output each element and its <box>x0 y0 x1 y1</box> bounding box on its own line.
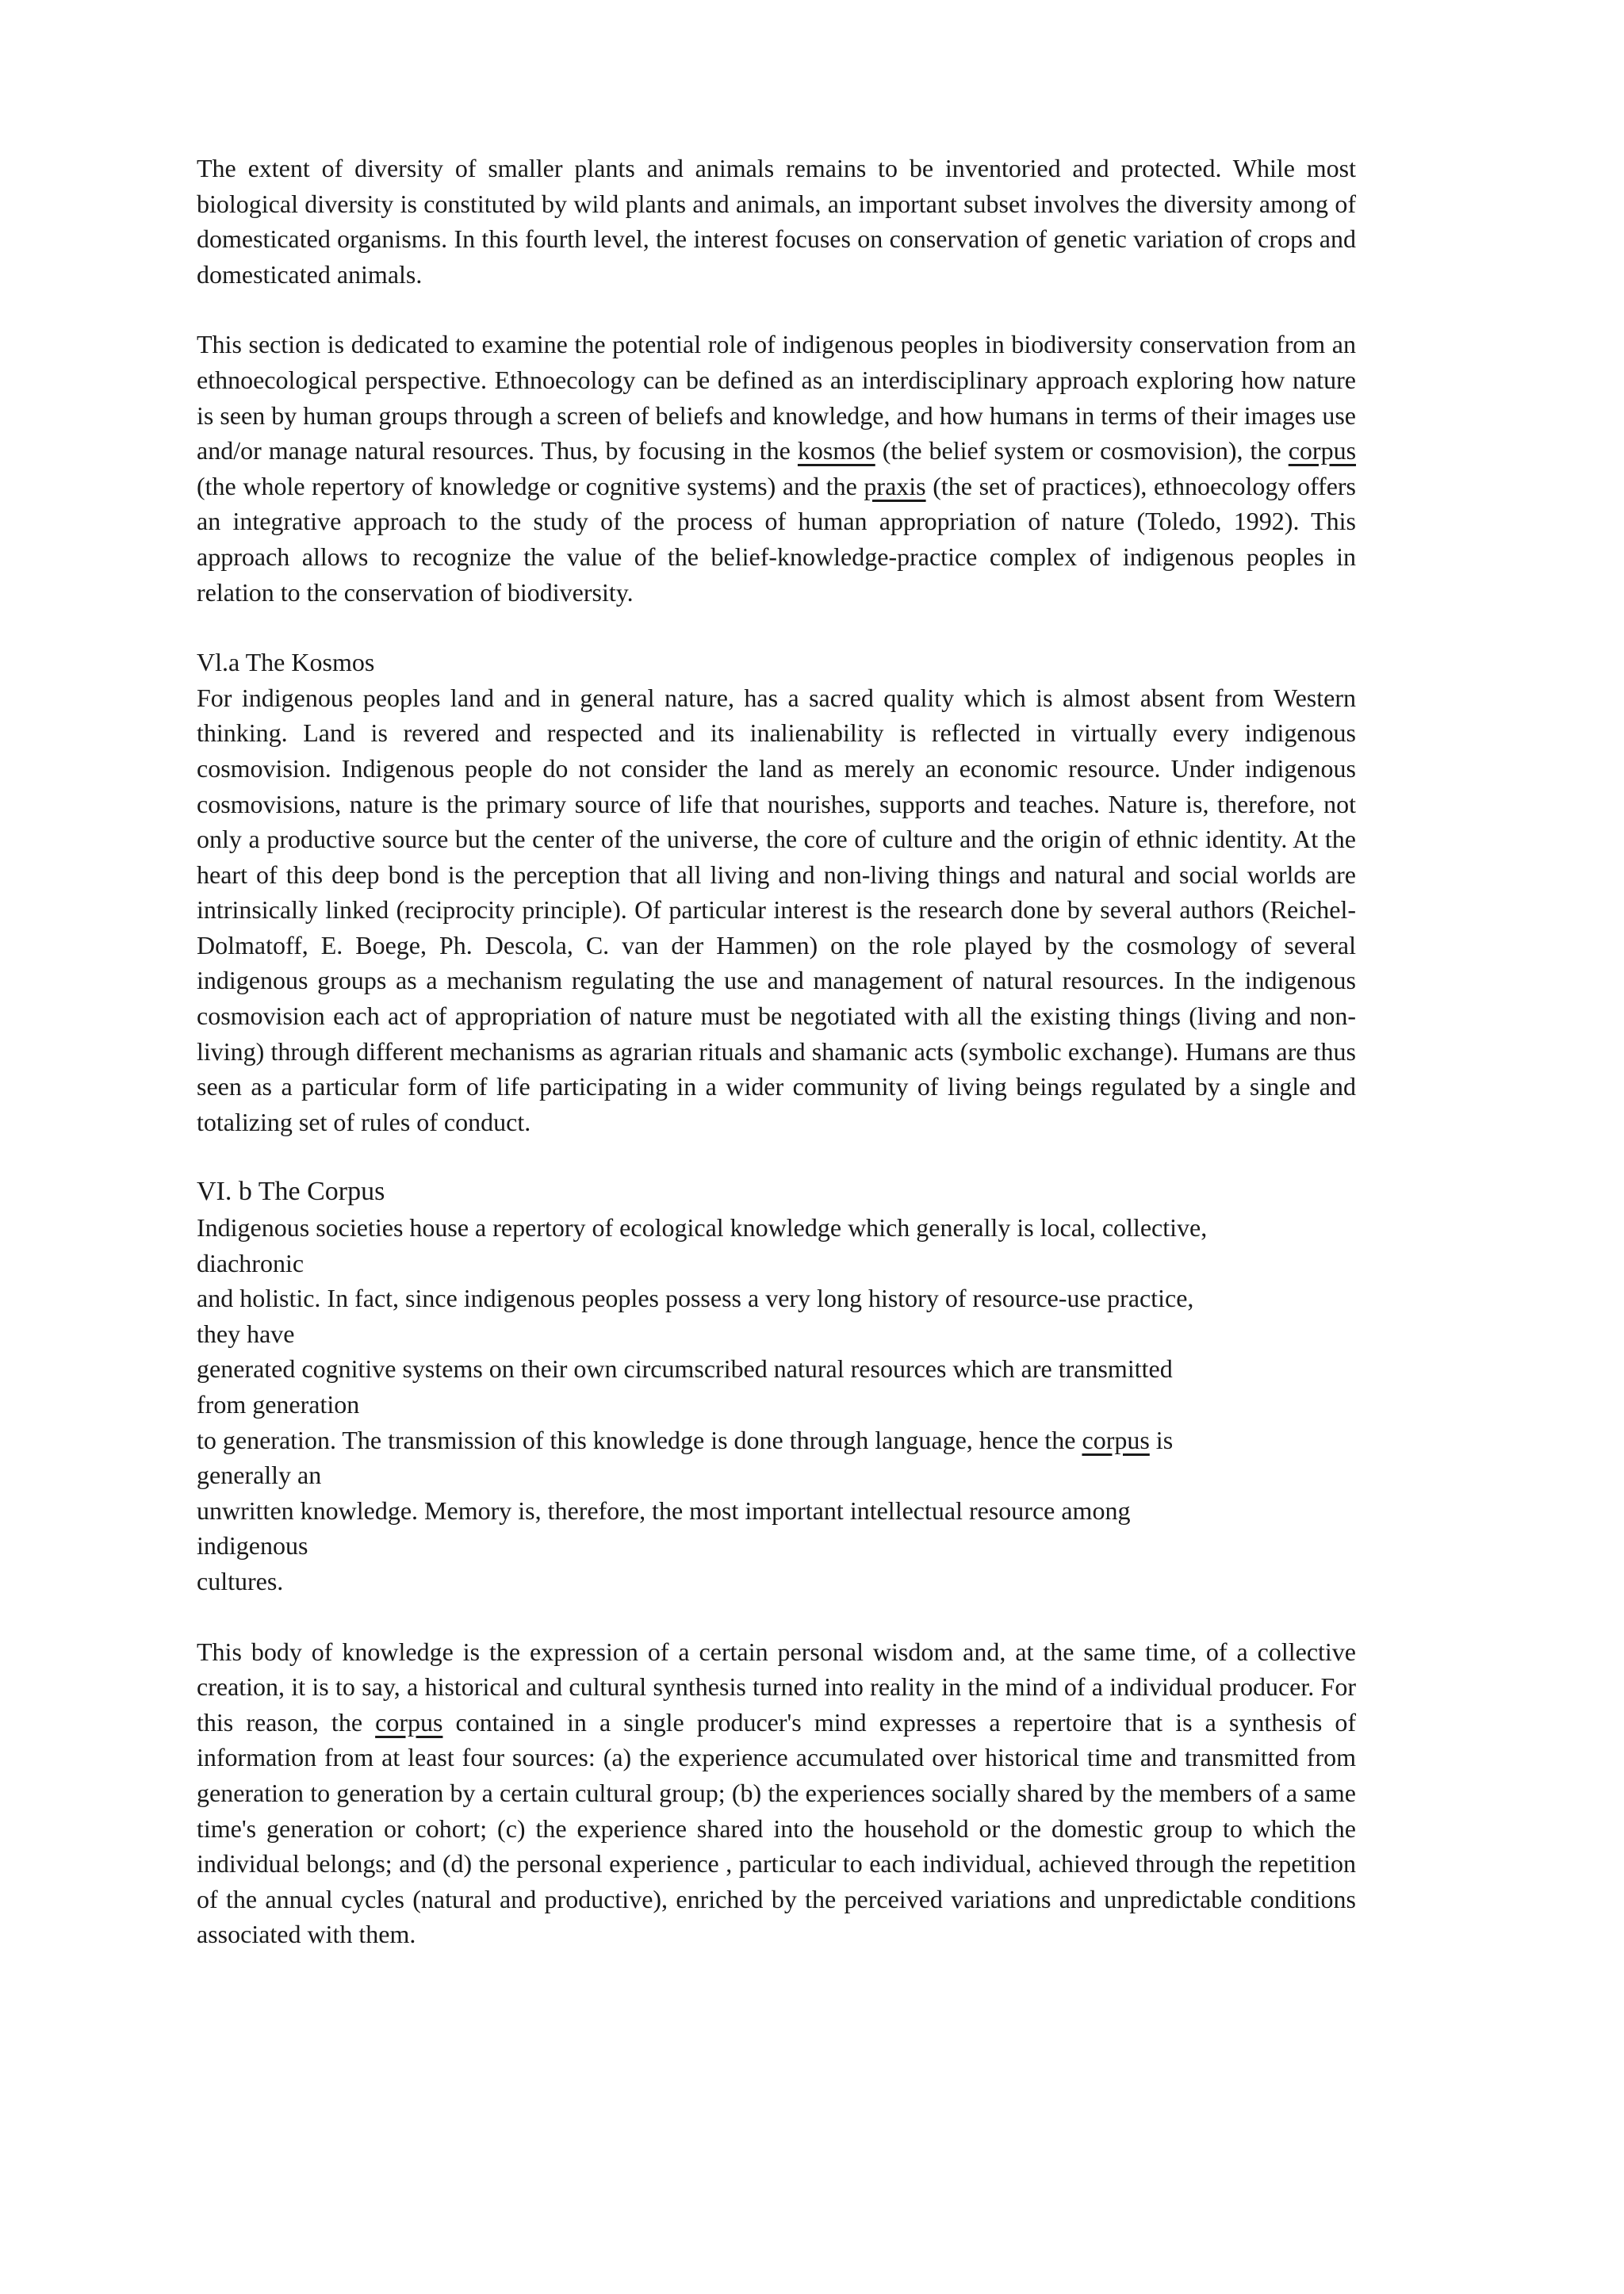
text-line: indigenous <box>197 1531 308 1561</box>
paragraph-kosmos: For indigenous peoples land and in general nature, has a sacred quality which is almost absent from Western thinking. Land is revered and respected and its inalienability is reflected in virtually every indigenous cosmovision. Indigenous people do not consider the land as merely an economic resource. Under indigenous cosmovisions, nature is the primary source of life that nourishes, supports and teaches. Nature is, therefore, not only a productive source but the center of the universe, the core of culture and the origin of ethnic identity. At the heart of this deep bond is the perception that all living and non-living things and natural and social worlds are intrinsically linked (reciprocity principle). Of particular interest is the research done by several authors (Reichel-Dolmatoff, E. Boege, Ph. Descola, C. van der Hammen) on the role played by the cosmology of several indigenous groups as a mechanism regulating the use and management of natural resources. In the indigenous cosmovision each act of appropriation of nature must be negotiated with all the existing things (living and non-living) through different mechanisms as agrarian rituals and shamanic acts (symbolic exchange). Humans are thus seen as a particular form of life participating in a wider community of living beings regulated by a single and totalizing set of rules of conduct. <box>197 683 1356 1136</box>
section-heading-kosmos: Vl.a The Kosmos <box>197 648 375 677</box>
text-line: generally an <box>197 1461 322 1490</box>
text-line: they have <box>197 1319 295 1348</box>
paragraph-text: to generation. The transmission of this knowledge is done through language, hence the <box>197 1425 1076 1454</box>
paragraph-text: This section is dedicated to examine the potential role of indigenous peoples in biodiversity conservation from an ethnoecological perspective. Ethnoecology can be defined as an interdisciplinary approach exploring how nature is seen by human groups through a screen of beliefs and knowledge, and how humans in terms of their images use and/or manage natural resources. Thus, by focusing in the <box>197 330 1356 465</box>
term-praxis: praxis <box>864 471 926 500</box>
text-line: from generation <box>197 1390 360 1419</box>
paragraph-diversity-levels: The extent of diversity of smaller plants and animals remains to be inventoried and protected. While most biological diversity is constituted by wild plants and animals, an important subset involves the diversity among of domesticated organisms. In this fourth level, the interest focuses on conservation of genetic variation of crops and domesticated animals. <box>197 154 1356 289</box>
term-corpus: corpus <box>375 1707 443 1737</box>
document-page <box>197 151 1356 1952</box>
text-line: generated cognitive systems on their own circumscribed natural resources which are transmitted <box>197 1354 1173 1384</box>
paragraph-text: is <box>1155 1425 1174 1454</box>
section-heading-corpus: VI. b The Corpus <box>197 1177 385 1207</box>
text-line: Indigenous societies house a repertory of ecological knowledge which generally is local, collective, <box>197 1213 1208 1243</box>
paragraph-text: (the belief system or cosmovision), the <box>882 436 1281 465</box>
text-line <box>197 1423 1356 1458</box>
paragraph-text: contained in a single producer's mind expresses a repertoire that is a synthesis of information from at least four sources: (a) the experience accumulated over historical time and transmitted from generation to generation by a certain cultural group; (b) the experiences socially shared by the members of a same time's generation or cohort; (c) the experience shared into the household or the domestic group to which the individual belongs; and (d) the personal experience , particular to each individual, achieved through the repetition of the annual cycles (natural and productive), enriched by the perceived variations and unpredictable conditions associated with them. <box>197 1707 1357 1949</box>
paragraph-knowledge-sources <box>197 1634 1356 1952</box>
text-line: diachronic <box>197 1248 304 1277</box>
paragraph-text: (the whole repertory of knowledge or cognitive systems) and the <box>197 471 857 500</box>
paragraph-corpus-ragged <box>197 1210 1356 1599</box>
text-line: unwritten knowledge. Memory is, therefore, the most important intellectual resource among <box>197 1496 1131 1525</box>
paragraph-text: This body of knowledge is the expression of a certain personal wisdom and, at the same time, of a collective creation, it is to say, a historical and cultural synthesis turned into reality in the mind of a individual producer. For this reason, the <box>197 1637 1356 1737</box>
text-line: and holistic. In fact, since indigenous peoples possess a very long history of resource-use practice, <box>197 1284 1194 1313</box>
text-line: cultures. <box>197 1566 284 1595</box>
term-corpus: corpus <box>1288 436 1357 465</box>
paragraph-ethnoecology <box>197 327 1356 610</box>
term-corpus: corpus <box>1082 1425 1150 1454</box>
paragraph-text: (the set of practices), ethnoecology offers an integrative approach to the study of the process of human appropriation of nature (Toledo, 1992). This approach allows to recognize the value of the belief-knowledge-practice complex of indigenous peoples in relation to the conservation of biodiversity. <box>197 471 1357 607</box>
term-kosmos: kosmos <box>797 436 875 465</box>
